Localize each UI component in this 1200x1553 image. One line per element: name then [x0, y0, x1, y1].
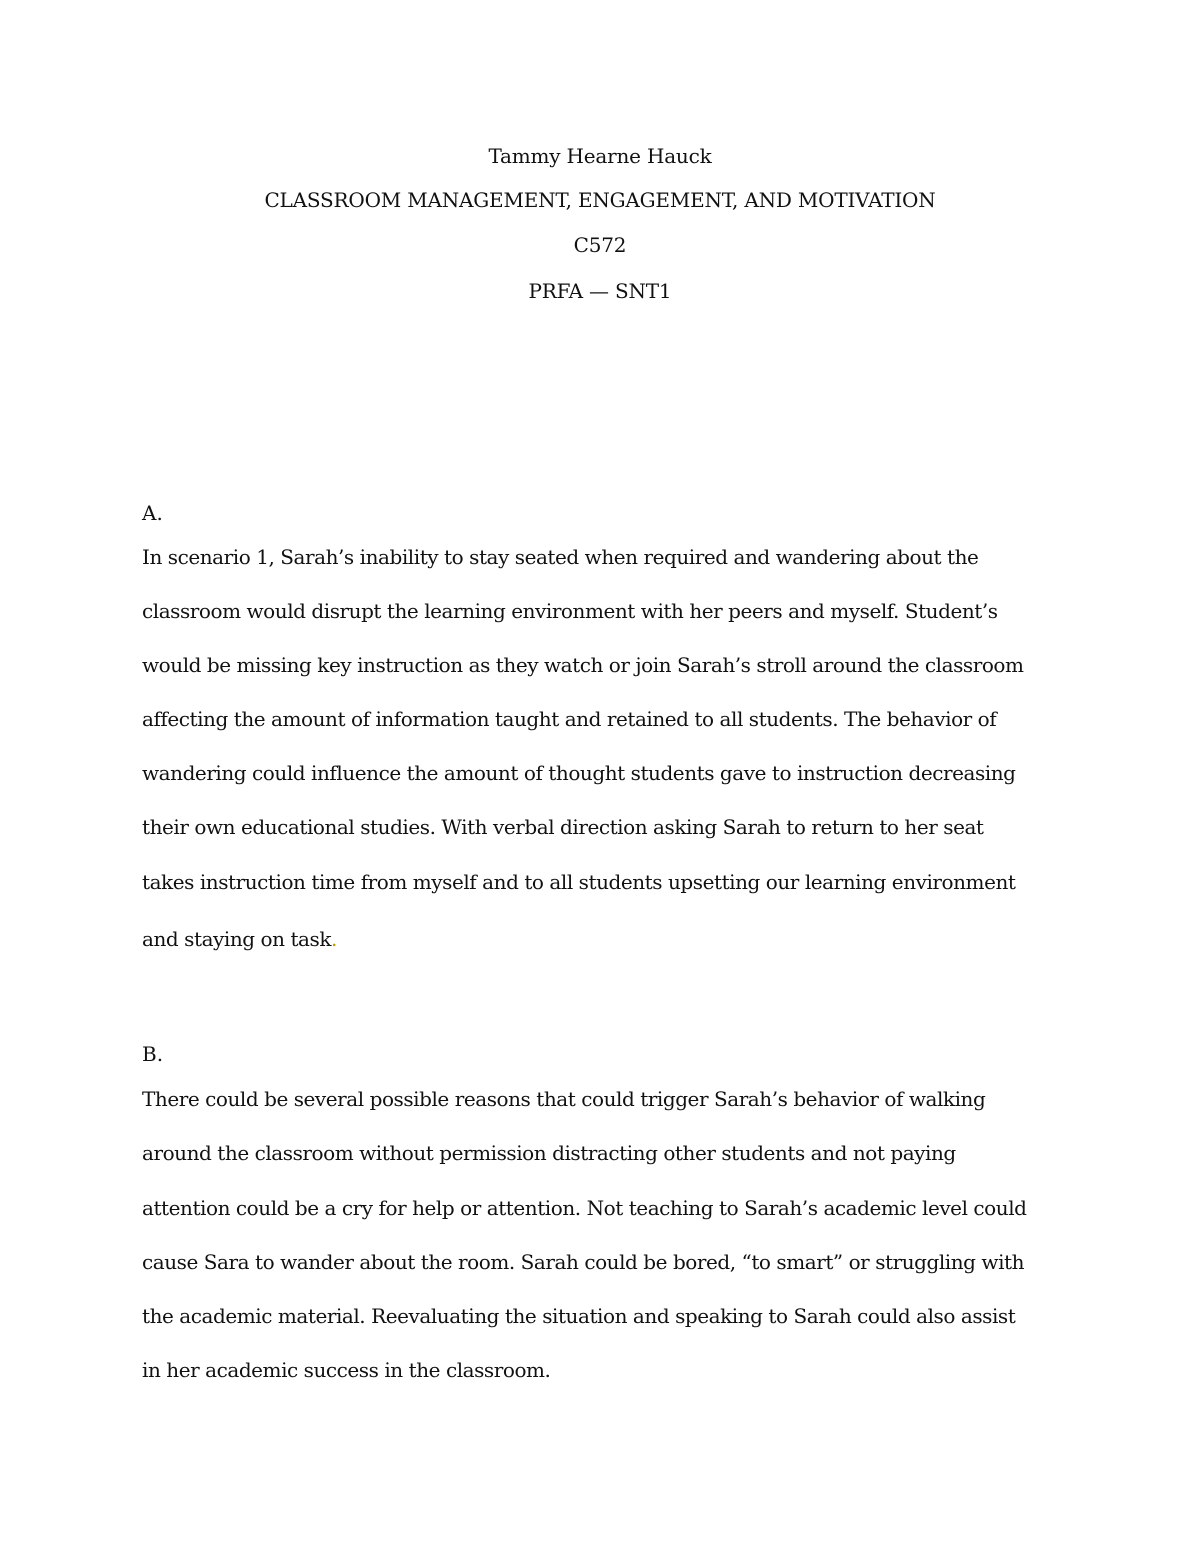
section-b-line: in her academic success in the classroom. [142, 1358, 551, 1382]
section-a-line: wandering could influence the amount of thought students gave to instruction decreasing [142, 761, 1016, 785]
course-code: C572 [573, 233, 627, 257]
course-title: CLASSROOM MANAGEMENT, ENGAGEMENT, AND MOTIVATION [264, 188, 936, 212]
section-b-line: the academic material. Reevaluating the situation and speaking to Sarah could also assist [142, 1304, 1016, 1328]
section-b-line: attention could be a cry for help or attention. Not teaching to Sarah’s academic level could [142, 1196, 1027, 1220]
section-a-line: their own educational studies. With verbal direction asking Sarah to return to her seat [142, 815, 984, 839]
task-code: PRFA — SNT1 [528, 279, 672, 303]
section-a-heading: A. [142, 501, 163, 525]
section-a-period: . [331, 927, 337, 951]
section-a-line: would be missing key instruction as they watch or join Sarah’s stroll around the classroom [142, 653, 1024, 677]
section-b-heading: B. [142, 1042, 164, 1066]
section-a-line-text: and staying on task [142, 927, 331, 951]
author-name: Tammy Hearne Hauck [488, 144, 712, 168]
section-b-line: There could be several possible reasons that could trigger Sarah’s behavior of walking [142, 1087, 986, 1111]
section-a-line: takes instruction time from myself and to all students upsetting our learning environment [142, 870, 1016, 894]
section-a-last-line [142, 927, 337, 951]
section-a-line: In scenario 1, Sarah’s inability to stay seated when required and wandering about the [142, 545, 979, 569]
section-b-line: around the classroom without permission distracting other students and not paying [142, 1141, 956, 1165]
section-b-line: cause Sara to wander about the room. Sarah could be bored, “to smart” or struggling with [142, 1250, 1025, 1274]
section-a-line: affecting the amount of information taught and retained to all students. The behavior of [142, 707, 997, 731]
section-a-line: classroom would disrupt the learning environment with her peers and myself. Student’s [142, 599, 998, 623]
